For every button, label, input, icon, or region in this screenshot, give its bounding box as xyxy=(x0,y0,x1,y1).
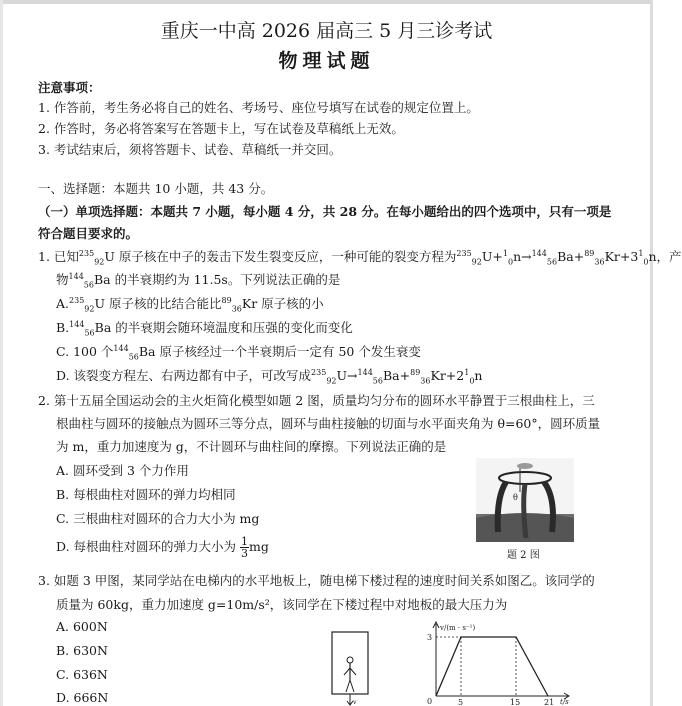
graph-x-tick-5: 5 xyxy=(458,698,464,706)
graph-x-label: t/s xyxy=(560,698,569,706)
q2-option-c: C. 三根曲柱对圆环的合力大小为 mg xyxy=(56,511,260,526)
graph-x-tick-15: 15 xyxy=(510,698,521,706)
q2-stem-line-3: 为 m，重力加速度为 g，不计圆环与曲柱间的摩擦。下列说法正确的是 xyxy=(56,439,447,454)
svg-text:θ: θ xyxy=(513,493,518,502)
q2-option-b: B. 每根曲柱对圆环的弹力均相同 xyxy=(56,487,236,502)
q3-option-b: B. 630N xyxy=(56,643,108,658)
q1-option-d: D. 该裂变方程左、右两边都有中子，可改写成$^{235}_{92}U\to^{144}_{56}Ba+^{89}_{36}Kr+2^1_0n$ xyxy=(56,367,483,386)
q2-option-a: A. 圆环受到 3 个力作用 xyxy=(56,463,189,478)
single-choice-heading-line-1: （一）单项选择题：本题共 7 小题，每小题 4 分，共 28 分。在每小题给出的四个选项中，只有一项是 xyxy=(38,204,612,219)
graph-origin: 0 xyxy=(427,697,433,706)
q2-option-d: D. 每根曲柱对圆环的弹力大小为 $\frac{1}{3}$ mg xyxy=(56,535,269,560)
graph-y-label: v/(m · s⁻¹) xyxy=(440,624,476,632)
elevator-figure xyxy=(329,630,371,706)
page-left-edge xyxy=(0,0,3,706)
q3-stem-line-1: 3. 如题 3 甲图，某同学站在电梯内的水平地板上，随电梯下楼过程的速度时间关系如图乙。该同学的 xyxy=(38,573,595,588)
exam-subject: 物理试题 xyxy=(278,50,375,72)
section-heading: 一、选择题：本题共 10 小题，共 43 分。 xyxy=(38,181,274,196)
q1-stem-line-1: 1. 已知$^{235}_{92}$U 原子核在中子的轰击下发生裂变反应，一种可能的裂变方程为$^{235}_{92}U+^1_0n\to^{144}_{56}Ba+^{89}_{36}Kr+3^1_0n$，产 xyxy=(38,248,682,267)
q3-stem-line-2: 质量为 60kg，重力加速度 g=10m/s²，该同学在下楼过程中对地板的最大压力为 xyxy=(56,597,508,612)
fraction-one-third: $\frac{1}{3}$ xyxy=(241,535,249,560)
notice-item-3: 3. 考试结束后，须将答题卡、试卷、草稿纸一并交回。 xyxy=(38,142,342,157)
notice-item-1: 1. 作答前，考生务必将自己的姓名、考场号、座位号填写在试卷的规定位置上。 xyxy=(38,100,479,115)
q2-stem-line-1: 2. 第十五届全国运动会的主火炬简化模型如题 2 图，质量均匀分布的圆环水平静置于三根曲柱上，三 xyxy=(38,393,595,408)
notice-heading: 注意事项： xyxy=(38,80,101,95)
graph-y-tick-3: 3 xyxy=(427,633,433,642)
q1-stem-line-2: 物$^{144}_{56}$Ba 的半衰期约为 11.5s。下列说法正确的是 xyxy=(56,271,341,290)
page-top-edge xyxy=(0,0,653,4)
figure-2-caption: 题 2 图 xyxy=(507,550,540,561)
q3-option-a: A. 600N xyxy=(56,619,108,634)
velocity-time-graph xyxy=(418,618,574,706)
q3-option-d: D. 666N xyxy=(56,690,109,705)
notice-item-2: 2. 作答时，务必将答案写在答题卡上，写在试卷及草稿纸上无效。 xyxy=(38,121,404,136)
single-choice-heading-line-2: 符合题目要求的。 xyxy=(38,226,139,241)
elevator-velocity-label: v xyxy=(353,699,357,706)
q1-option-b: B.$^{144}_{56}$Ba 的半衰期会随环境温度和压强的变化而变化 xyxy=(56,319,353,338)
page-right-edge xyxy=(650,0,653,706)
graph-x-tick-21: 21 xyxy=(544,698,555,706)
exam-title: 重庆一中高 2026 届高三 5 月三诊考试 xyxy=(160,20,493,42)
q2-stem-line-2: 根曲柱与圆环的接触点为圆环三等分点，圆环与曲柱接触的切面与水平面夹角为 θ=60°，圆环质量 xyxy=(56,416,601,431)
q1-option-c: C. 100 个$^{144}_{56}$Ba 原子核经过一个半衰期后一定有 50 个发生衰变 xyxy=(56,343,421,362)
q3-option-c: C. 636N xyxy=(56,667,108,682)
velocity-curve xyxy=(436,637,548,696)
torch-model-figure xyxy=(476,458,574,542)
q1-option-a: A.$^{235}_{92}$U 原子核的比结合能比$^{89}_{36}$Kr 原子核的小 xyxy=(56,295,324,314)
